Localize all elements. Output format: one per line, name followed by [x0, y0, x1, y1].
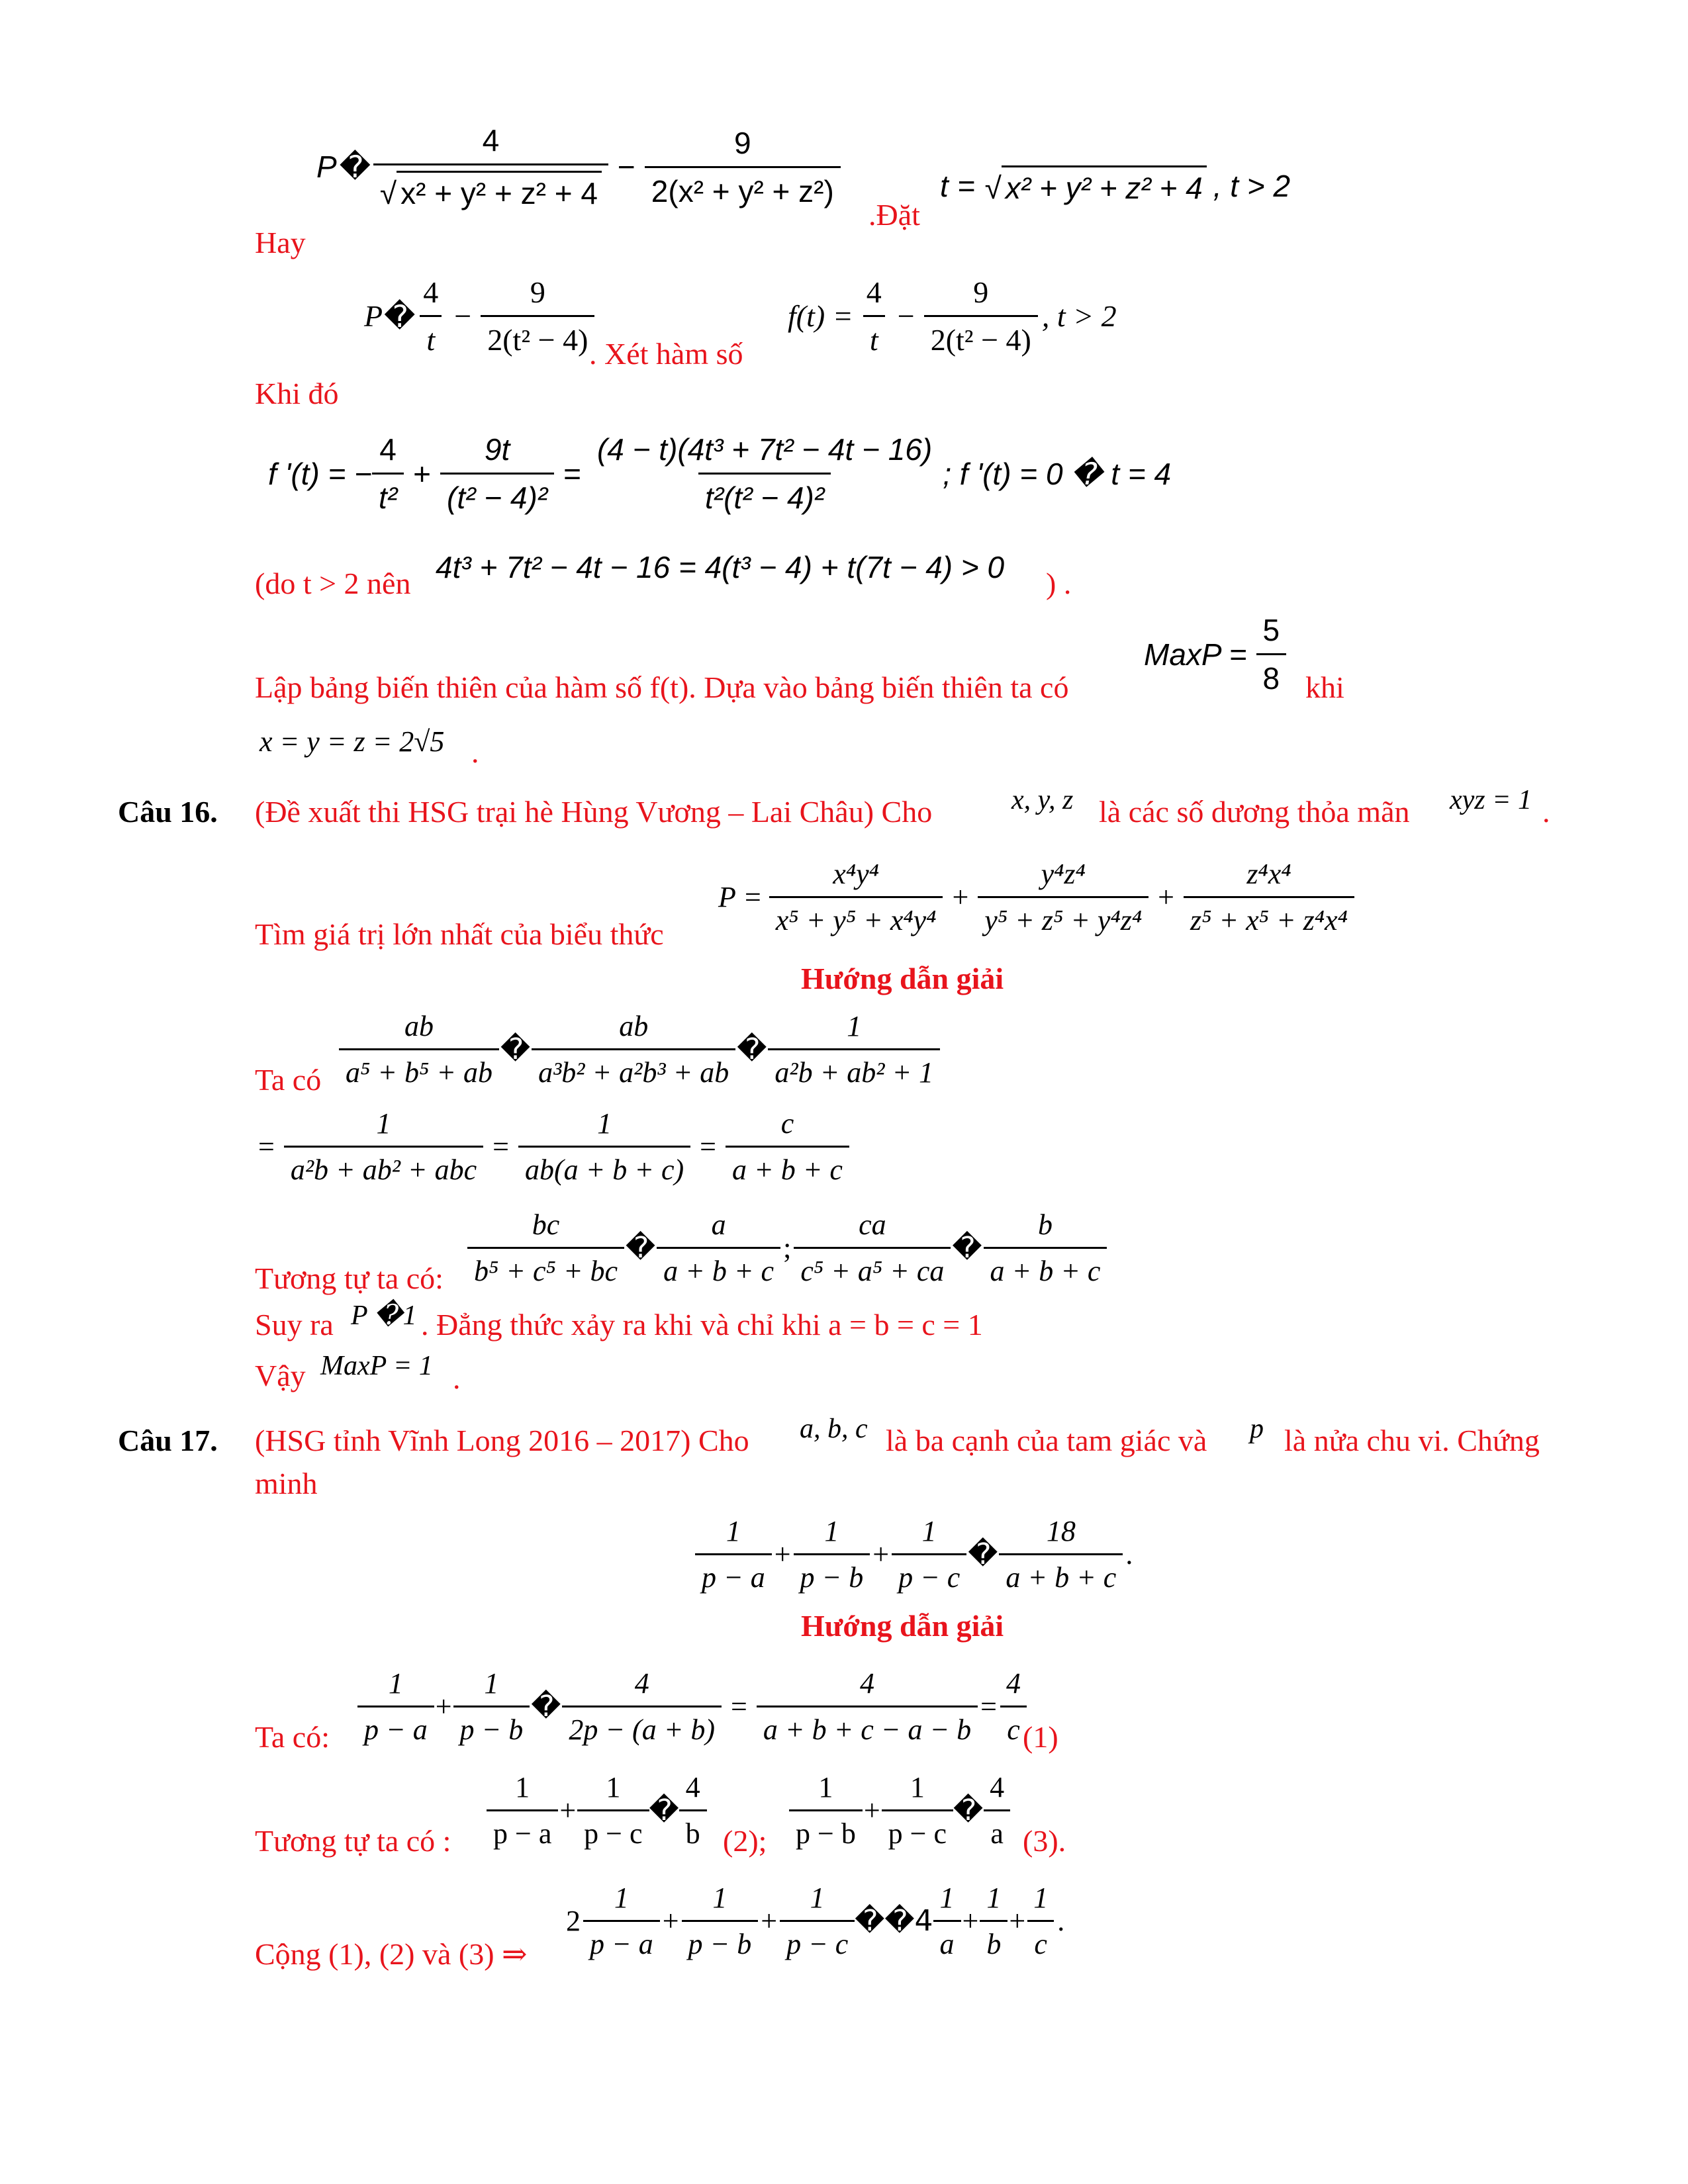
question-17-label: Câu 17.: [118, 1424, 218, 1457]
fraction: 4 √ x² + y² + z² + 4: [373, 122, 608, 211]
xet-ham-so: . Xét hàm số: [589, 337, 743, 371]
question-16-condition-text: là các số dương thỏa mãn: [1099, 795, 1410, 829]
khi-label: khi: [1305, 670, 1344, 704]
fraction: $\frac{1}{p - c}$: [780, 1881, 855, 1961]
suy-ra-label: Suy ra: [255, 1308, 334, 1342]
fraction: $\frac{4}{b}$: [679, 1770, 707, 1850]
fraction: $\frac{1}{a}$: [933, 1881, 961, 1961]
step-1-17: $\frac{1}{p - a}$ + $\frac{1}{p - b}$ � $\frac{4}{2p - (a + b)}$ = $\frac{4}{a + b + c - a - b}$ = $\frac{4}{c}$: [357, 1666, 1027, 1747]
tag-3: (3).: [1023, 1824, 1066, 1858]
fraction: $\frac{a}{a + b + c}$: [657, 1208, 780, 1288]
question-16-dot: .: [1542, 795, 1550, 829]
guide-heading-16: Hướng dẫn giải: [801, 962, 1004, 995]
do-note-prefix: (do t > 2 nên: [255, 567, 411, 600]
fraction: $\frac{1}{p - a}$: [487, 1770, 558, 1850]
ta-co-17: Ta có:: [255, 1720, 330, 1754]
step-2-17: $\frac{1}{p - a}$ + $\frac{1}{p - c}$ � $\frac{4}{b}$: [487, 1770, 707, 1850]
t-definition: t = √ x² + y² + z² + 4 , t > 2: [940, 165, 1290, 206]
fraction: $\frac{1}{p - a}$: [583, 1881, 660, 1961]
fraction: $\frac{\text{x⁴y⁴}}{\text{x⁵ + y⁵ + x⁴y⁴}}$: [769, 857, 943, 937]
ta-co-16: Ta có: [255, 1063, 322, 1097]
step-2-16: = $\frac{1}{\text{a²b + ab² + abc}}$ = $\frac{1}{ab(a + b + c)}$ = $\frac{c}{a + b + c}$: [258, 1107, 849, 1187]
fraction: $\frac{b}{a + b + c}$: [984, 1208, 1107, 1288]
sqrt-sign: √ x² + y² + z² + 4: [985, 165, 1207, 206]
question-16-label: Câu 16.: [118, 795, 218, 829]
vay-label: Vậy: [255, 1359, 306, 1392]
equation-p-substitution: P � 4 √ x² + y² + z² + 4 − $\frac{9}{\text{2(x² + y² + z²)}}$: [316, 122, 841, 211]
fraction: $\frac{4}{a + b + c - a - b}$: [757, 1666, 978, 1747]
fraction: $\frac{9}{\text{2(t² − 4)}}$: [481, 275, 594, 357]
fraction: $\frac{1}{p - a}$: [695, 1514, 772, 1594]
fraction: $\frac{ab}{\text{a³b² + a²b³ + ab}}$: [532, 1009, 735, 1089]
fraction: $\frac{\text{y⁴z⁴}}{\text{y⁵ + z⁵ + y⁴z⁴}}$: [978, 857, 1149, 937]
equality-condition: x = y = z = 2√5: [259, 725, 445, 758]
tuong-tu-17: Tương tự ta có :: [255, 1824, 451, 1858]
question-16-intro: (Đề xuất thi HSG trại hè Hùng Vương – Lai Châu) Cho: [255, 795, 933, 829]
cong-label: Cộng (1), (2) và (3) ⇒: [255, 1937, 528, 1971]
fraction: $\frac{\text{z⁴x⁴}}{\text{z⁵ + x⁵ + z⁴x⁴}}$: [1184, 857, 1354, 937]
inequality-17: $\frac{1}{p - a}$ + $\frac{1}{p - b}$ + $\frac{1}{p - c}$ � $\frac{18}{a + b + c}$ .: [695, 1514, 1133, 1594]
step-1-16: $\frac{ab}{\text{a⁵ + b⁵ + ab}}$ � $\frac{ab}{\text{a³b² + a²b³ + ab}}$ � $\frac{1}{\text{a²b + ab² + 1}}$: [339, 1009, 940, 1089]
question-17-mid: là ba cạnh của tam giác và: [886, 1424, 1207, 1457]
max-p-result: MaxP = 1: [320, 1351, 433, 1381]
sum-step-17: 2 $\frac{1}{p - a}$ + $\frac{1}{p - b}$ + $\frac{1}{p - c}$ ��4 $\frac{1}{a}$ + $\frac{1}{b}$ + $\frac{1}{c}$ .: [566, 1882, 1065, 1960]
khi-do-label: Khi đó: [255, 377, 339, 410]
fraction: $\frac{1}{p - c}$: [892, 1514, 966, 1594]
equation-p-in-t: P � $\frac{4}{t}$ − $\frac{9}{\text{2(t² − 4)}}$: [364, 275, 594, 357]
question-16-vars: x, y, z: [1011, 785, 1074, 815]
fraction: $\frac{9t}{\text{(t² − 4)²}}$: [440, 432, 554, 516]
fraction: $\frac{1}{b}$: [980, 1881, 1008, 1961]
find-max-text: Tìm giá trị lớn nhất của biểu thức: [255, 917, 664, 951]
question-16-condition: xyz = 1: [1450, 785, 1532, 815]
fraction: $\frac{18}{a + b + c}$: [999, 1514, 1123, 1594]
do-note-suffix: ) .: [1046, 567, 1072, 600]
question-17-p: p: [1250, 1414, 1264, 1444]
fraction: $\frac{\text{(4 − t)(4t³ + 7t² − 4t − 16)}}{\text{t²(t² − 4)²}}$: [596, 432, 933, 515]
question-17-abc: a, b, c: [800, 1414, 868, 1444]
fraction: $\frac{1}{p - b}$: [453, 1666, 530, 1747]
fraction: $\frac{4}{c}$: [1000, 1666, 1027, 1747]
fraction: $\frac{4}{t}$: [416, 275, 445, 357]
fraction: $\frac{1}{p - b}$: [682, 1881, 759, 1961]
sqrt-sign: √ x² + y² + z² + 4: [380, 171, 602, 211]
step-3-17: $\frac{1}{p - b}$ + $\frac{1}{p - c}$ � $\frac{4}{a}$: [789, 1770, 1011, 1850]
suy-ra-expression: P �1: [351, 1300, 417, 1331]
fraction: $\frac{1}{p - a}$: [357, 1666, 434, 1747]
fraction: $\frac{1}{p - b}$: [794, 1514, 870, 1594]
question-17-tail: là nửa chu vi. Chứng: [1284, 1424, 1540, 1457]
fraction: $\frac{1}{p - b}$: [789, 1770, 863, 1850]
do-note-expression: 4t³ + 7t² − 4t − 16 = 4(t³ − 4) + t(7t − 4) > 0: [436, 550, 1005, 584]
guide-heading-17: Hướng dẫn giải: [801, 1609, 1004, 1643]
question-17-minh: minh: [255, 1467, 318, 1500]
derivative-equation: f '(t) = − $\frac{4}{\text{t²}}$ + $\frac{9t}{\text{(t² − 4)²}}$ = $\frac{\text{(4 − t)(4t³ + 7t² − 4t − 16)}}{\text{t²(t² − 4)²}}$ ; f '(t) = 0 � t = 4: [268, 432, 1172, 515]
fraction: $\frac{ab}{\text{a⁵ + b⁵ + ab}}$: [339, 1009, 499, 1089]
fraction: $\frac{1}{p - c}$: [577, 1770, 649, 1850]
hay-label: Hay: [255, 226, 306, 259]
tag-1: (1): [1023, 1720, 1058, 1754]
fraction: $\frac{9}{\text{2(x² + y² + z²)}}$: [645, 125, 841, 209]
fraction: $\frac{4}{\text{t²}}$: [372, 432, 404, 516]
vay-dot: .: [453, 1361, 461, 1395]
fraction: $\frac{9}{\text{2(t² − 4)}}$: [924, 275, 1038, 357]
max-p-value: MaxP = $\frac{5}{8}$: [1144, 612, 1286, 696]
dat-label: .Đặt: [868, 198, 920, 232]
fraction: $\frac{1}{\text{a²b + ab² + 1}}$: [768, 1009, 940, 1089]
equality-statement: . Đẳng thức xảy ra khi và chỉ khi a = b = c = 1: [421, 1308, 983, 1342]
fraction: $\frac{5}{8}$: [1256, 612, 1287, 696]
f-definition: f(t) = $\frac{4}{t}$ − $\frac{9}{\text{2(t² − 4)}}$ , t > 2: [788, 275, 1117, 357]
fraction: $\frac{c}{a + b + c}$: [726, 1107, 849, 1187]
equality-dot: .: [471, 735, 479, 769]
step-3-16: $\frac{bc}{\text{b⁵ + c⁵ + bc}}$ � $\frac{a}{a + b + c}$ ; $\frac{ca}{\text{c⁵ + a⁵ + ca}}$ � $\frac{b}{a + b + c}$: [467, 1208, 1107, 1288]
fraction: $\frac{1}{ab(a + b + c)}$: [518, 1107, 690, 1187]
fraction: $\frac{4}{a}$: [983, 1770, 1011, 1850]
fraction: $\frac{4}{t}$: [860, 275, 888, 357]
expression-p-16: P = $\frac{\text{x⁴y⁴}}{\text{x⁵ + y⁵ + x⁴y⁴}}$ + $\frac{\text{y⁴z⁴}}{\text{y⁵ + z⁵ + y⁴z⁴}}$ + $\frac{\text{z⁴x⁴}}{\text{z⁵ + x⁵ + z⁴x⁴}}$: [718, 857, 1354, 937]
tuong-tu-16: Tương tự ta có:: [255, 1261, 444, 1295]
fraction: $\frac{1}{c}$: [1027, 1881, 1055, 1961]
fraction: $\frac{1}{p - c}$: [882, 1770, 953, 1850]
lap-bang-text: Lập bảng biến thiên của hàm số f(t). Dựa vào bảng biến thiên ta có: [255, 670, 1069, 704]
fraction: $\frac{ca}{\text{c⁵ + a⁵ + ca}}$: [794, 1208, 951, 1288]
tag-2: (2);: [723, 1824, 767, 1858]
question-17-intro: (HSG tỉnh Vĩnh Long 2016 – 2017) Cho: [255, 1424, 749, 1457]
fraction: $\frac{bc}{\text{b⁵ + c⁵ + bc}}$: [467, 1208, 624, 1288]
fraction: $\frac{1}{\text{a²b + ab² + abc}}$: [284, 1107, 483, 1187]
fraction: $\frac{4}{2p - (a + b)}$: [562, 1666, 722, 1747]
